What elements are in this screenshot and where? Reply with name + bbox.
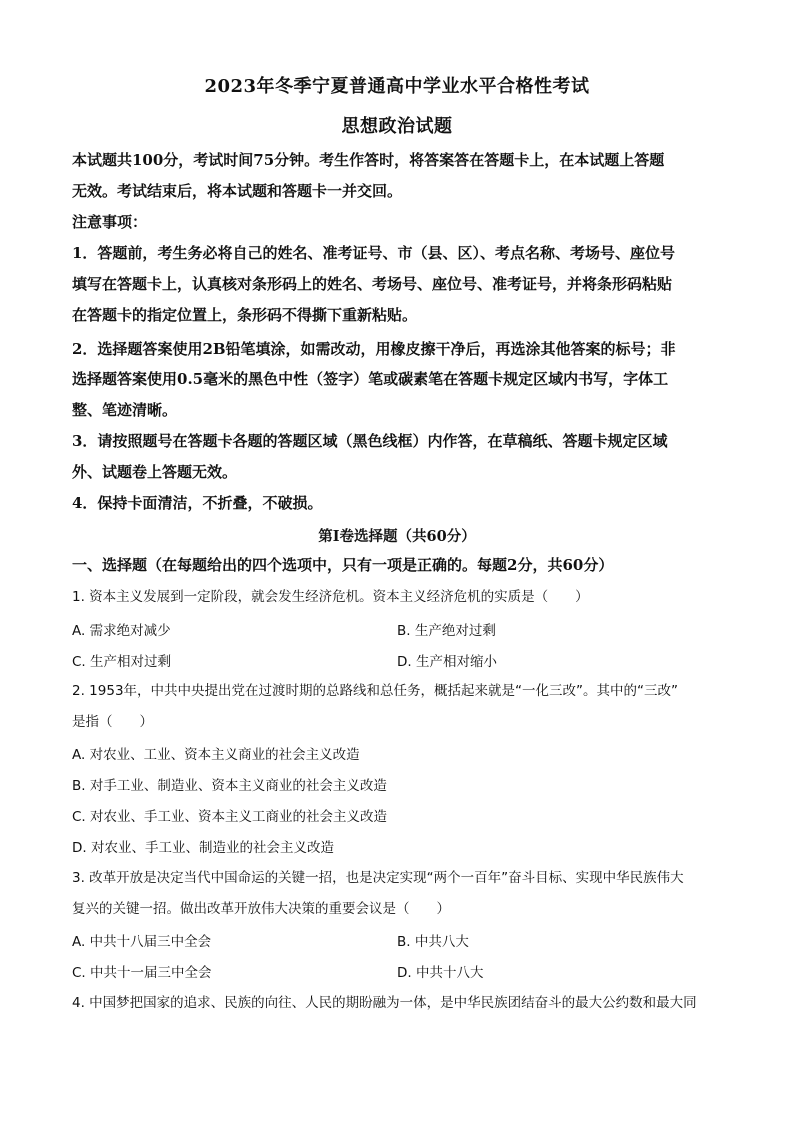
notice-line: 1．答题前，考生务必将自己的姓名、准考证号、市（县、区）、考点名称、考场号、座位号 [72, 244, 675, 262]
question-3-stem: 3. 改革开放是决定当代中国命运的关键一招，也是决定实现“两个一百年”奋斗目标、实现中华民族伟大 [72, 870, 684, 886]
question-1-option-b: B. 生产绝对过剩 [397, 623, 496, 639]
question-2-option-a: A. 对农业、工业、资本主义商业的社会主义改造 [72, 747, 360, 763]
intro-line: 本试题共100分，考试时间75分钟。考生作答时，将答案答在答题卡上，在本试题上答题 [72, 151, 665, 169]
question-3-option-d: D. 中共十八大 [397, 965, 484, 981]
exam-title: 2023年冬季宁夏普通高中学业水平合格性考试 [204, 76, 590, 97]
question-4-stem: 4. 中国梦把国家的追求、民族的向往、人民的期盼融为一体，是中华民族团结奋斗的最大公约数和最大同 [72, 995, 697, 1011]
question-3-stem: 复兴的关键一招。做出改革开放伟大决策的重要会议是（ ） [72, 901, 450, 917]
question-3-option-b: B. 中共八大 [397, 934, 469, 950]
exam-subtitle: 思想政治试题 [341, 116, 453, 137]
question-2-stem: 2. 1953年，中共中央提出党在过渡时期的总路线和总任务，概括起来就是“一化三改”。其中的“三改” [72, 683, 679, 699]
question-3-option-a: A. 中共十八届三中全会 [72, 934, 212, 950]
notice-line: 外、试题卷上答题无效。 [72, 463, 238, 481]
question-2-option-d: D. 对农业、手工业、制造业的社会主义改造 [72, 840, 334, 856]
question-1-option-c: C. 生产相对过剩 [72, 654, 172, 670]
notice-line: 在答题卡的指定位置上，条形码不得撕下重新粘贴。 [72, 306, 418, 324]
notice-line: 3．请按照题号在答题卡各题的答题区域（黑色线框）内作答，在草稿纸、答题卡规定区域 [72, 432, 668, 450]
section-title: 一、选择题（在每题给出的四个选项中，只有一项是正确的。每题2分，共60分） [72, 556, 614, 574]
question-2-option-b: B. 对手工业、制造业、资本主义商业的社会主义改造 [72, 778, 387, 794]
notice-line: 2．选择题答案使用2B铅笔填涂，如需改动，用橡皮擦干净后，再选涂其他答案的标号；非 [72, 340, 676, 358]
notice-line: 4．保持卡面清洁，不折叠，不破损。 [72, 494, 323, 512]
intro-line: 无效。考试结束后，将本试题和答题卡一并交回。 [72, 182, 403, 200]
notice-line: 整、笔迹清晰。 [72, 401, 178, 419]
notice-line: 填写在答题卡上，认真核对条形码上的姓名、考场号、座位号、准考证号，并将条形码粘贴 [72, 275, 673, 293]
question-1-option-d: D. 生产相对缩小 [397, 654, 497, 670]
question-2-option-c: C. 对农业、手工业、资本主义工商业的社会主义改造 [72, 809, 388, 825]
question-3-option-c: C. 中共十一届三中全会 [72, 965, 212, 981]
part-title: 第Ⅰ卷选择题（共60分） [318, 528, 476, 545]
notice-heading: 注意事项： [72, 213, 148, 231]
notice-line: 选择题答案使用0.5毫米的黑色中性（签字）笔或碳素笔在答题卡规定区域内书写，字体工 [72, 370, 669, 388]
question-1-option-a: A. 需求绝对减少 [72, 623, 171, 639]
question-1-stem: 1. 资本主义发展到一定阶段，就会发生经济危机。资本主义经济危机的实质是（ ） [72, 589, 589, 605]
question-2-stem: 是指（ ） [72, 714, 153, 730]
